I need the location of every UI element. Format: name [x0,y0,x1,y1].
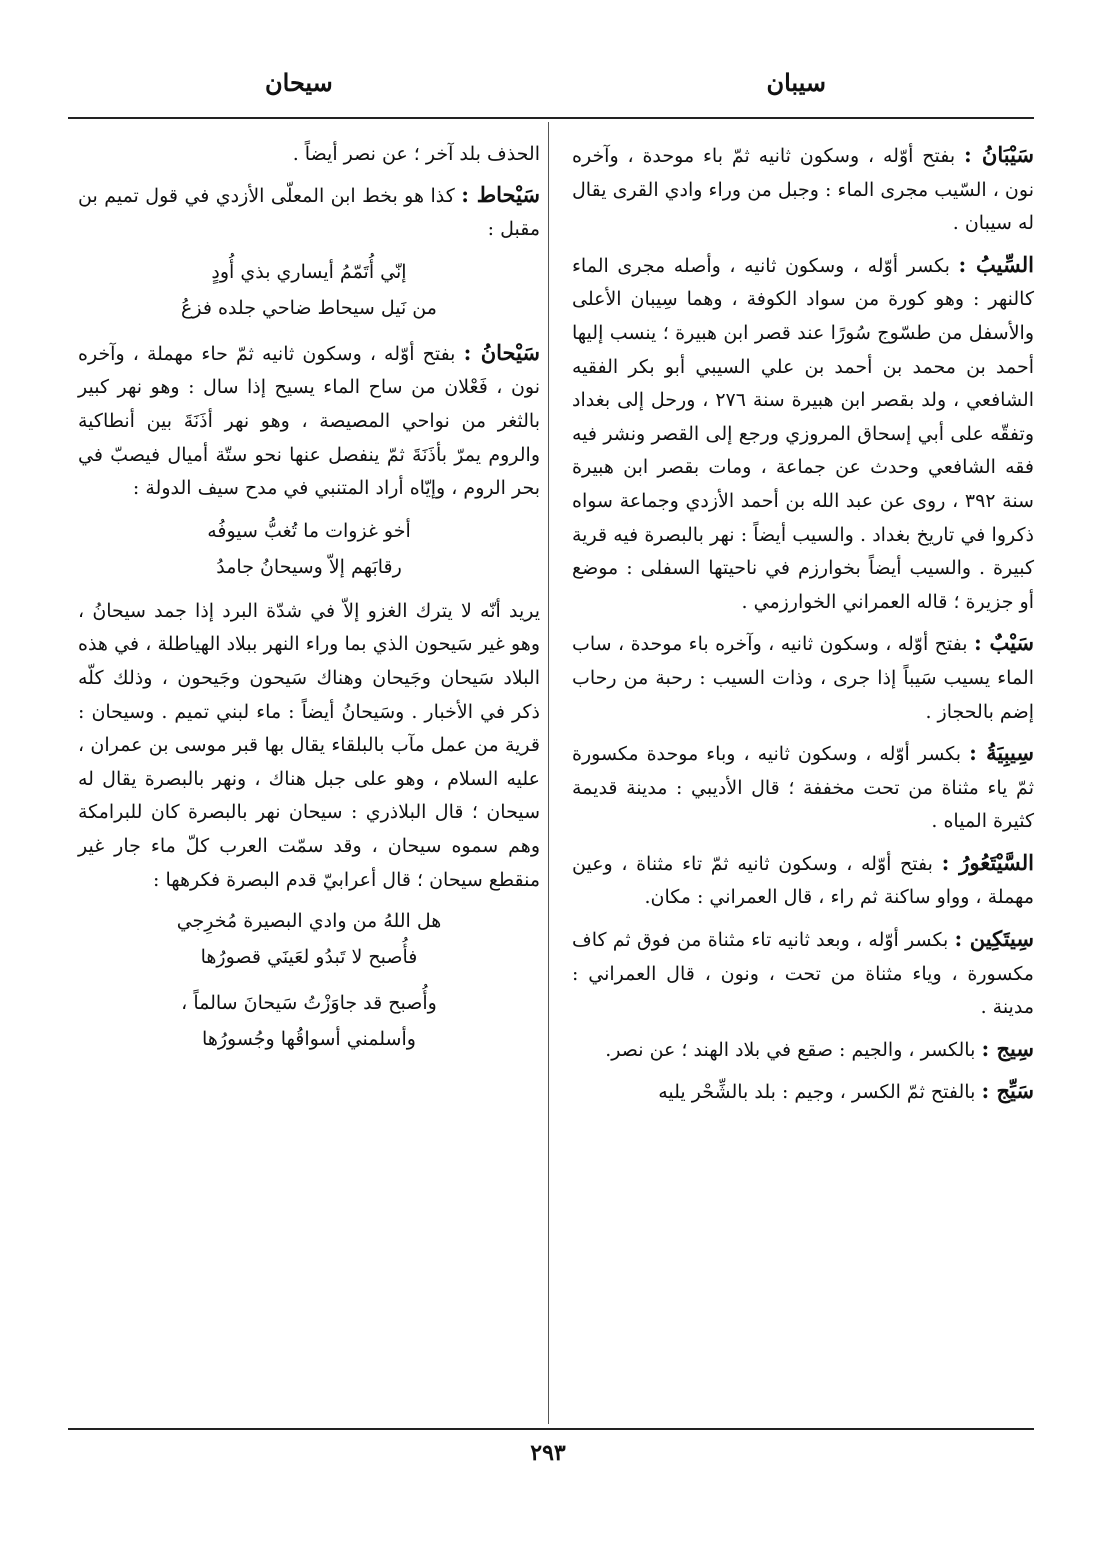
sayhan-explanation: يريد أنّه لا يترك الغزو إلاّ في شدّة البرد إذا جمد سيحانُ ، وهو غير سَيحون الذي بما وراء النهر ببلاد الهياطلة ، في هذه البلاد سَيحان وجَيحان وهناك سَيحون وجَيحون ، وذلك كلّه ذكر في الأخبار . وسَيحانُ أيضاً : ماء لبني تميم . وسيحان : قرية من عمل مآب بالبلقاء يقال بها قبر موسى بن عمران ، عليه السلام ، وهو على جبل هناك ، ونهر بالبصرة يقال له سيحان ؛ قال البلاذري : سيحان نهر بالبصرة كان للبرامكة وهم سموه سيحان ، وقد سمّت العرب كلّ ماء جار غير منقطع سيحان ؛ قال أعرابيّ قدم البصرة فكرهها : [78,599,540,891]
headword: سِيتَكِين : [954,926,1034,952]
top-rule [68,117,1034,119]
entry-text: بفتح أوّله ، وسكون ثانيه ثمّ حاء مهملة ، وآخره نون ، فَعْلان من ساح الماء يسيح إذا سال : وهو نهر كبير بالثغر من نواحي المصيصة ، وهو نهر أذَنَةَ بين أنطاكية والروم يمرّ بأذَنَةَ ثمّ ينفصل عنها نحو ستّة أميال فيصبّ في بحر الروم ، وإيّاه أراد المتنبي في مدح سيف الدولة : [78,342,540,500]
headword: سَيِّج : [981,1078,1034,1104]
headword: سِيج : [981,1035,1034,1061]
entry-text: بفتح أوّله ، وسكون ثانيه ، وآخره باء موحدة ، ساب الماء يسيب سَيباً إذا جرى ، وذات السيب : رحبة من رحاب إضم بالحجاز . [572,633,1035,723]
entry-text: بكسر أوّله ، وسكون ثانيه ، وأصله مجرى الماء كالنهر : وهو كورة من سواد الكوفة ، وهما سِيبان الأعلى والأسفل من طسّوج سُورًا عند قصر ابن هبيرة ؛ ينسب إليها أحمد بن محمد بن أحمد بن علي السيبي أبو بكر الفقيه الشافعي ، ولد بقصر ابن هبيرة سنة ٢٧٦ ، ورحل إلى بغداد وتفقّه على أبي إسحاق المروزي ورجع إلى القصر ونشر فيه فقه الشافعي وحدث عن جماعة ، ومات بقصر ابن هبيرة سنة ٣٩٢ ، روى عن عبد الله بن أحمد الأزدي وجماعة سواه ذكروا في تاريخ بغداد . والسيب أيضاً : نهر بالبصرة فيه قرية كبيرة . والسيب أيضاً بخوارزم في ناحيتها السفلى : موضع أو جزيرة ؛ قاله العمراني الخوارزمي . [572,254,1034,613]
running-head-left: سيحان [265,68,333,97]
verse-tamim [78,254,540,326]
entry-text: بكسر أوّله ، وسكون ثانيه ، وباء موحدة مكسورة ثمّ ياء مثناة من تحت مخففة ؛ قال الأديبي : مدينة قديمة كثيرة المياه . [572,743,1034,833]
entry-text: بكسر أوّله ، وبعد ثانيه تاء مثناة من فوق ثم كاف مكسورة ، وياء مثناة من تحت ، ونون ، قال العمراني : مدينة . [572,929,1034,1019]
headword: سَيْحاط : [461,181,540,207]
headword: سَيْحانُ : [463,339,540,365]
right-column [572,138,1034,1117]
verse-mutanabbi [78,513,540,585]
headword: السَّيْتَعُورُ : [941,849,1034,875]
entry-text: بالكسر ، والجيم : صقع في بلاد الهند ؛ عن نصر. [605,1038,976,1061]
headword: السِّيبُ : [958,251,1034,277]
entry-sayyij [572,1074,1034,1110]
entry-sitakin [572,922,1034,1025]
entry-sayb [572,626,1034,729]
headword: سَيْبٌ : [974,630,1035,656]
bottom-rule [68,1428,1034,1430]
entry-sibiya [572,736,1034,839]
entry-sayban [572,138,1034,241]
entry-al-sib [572,248,1034,620]
verse-arabi-2 [78,985,540,1057]
headword: سِيبِيَةُ : [969,740,1034,766]
verse-line: رقابَهم إلاّ وسيحانُ جامدُ [216,555,402,578]
verse-line: من نَيل سيحاط ضاحي جلده فزعُ [181,296,437,319]
running-head-right: سيبان [766,68,826,97]
page-number: ٢٩٣ [530,1440,566,1466]
verse-line: وأسلمني أسواقُها وجُسورُها [202,1028,416,1051]
verse-arabi-1 [78,903,540,975]
verse-line: فأُصبح لا تَبدُو لعَينَي قصورُها [200,946,418,969]
entry-sayhan [78,336,540,506]
entry-text: بالفتح ثمّ الكسر ، وجيم : بلد بالشِّحْر يليه [658,1081,976,1104]
entry-sayhat [78,178,540,247]
entry-sij [572,1032,1034,1068]
verse-line: هل اللهُ من وادي البصيرة مُخرِجي [176,910,442,933]
entry-text: كذا هو بخط ابن المعلّى الأزدي في قول تميم بن مقبل : [78,184,540,241]
verse-line: وأُصبح قد جاوَزْتُ سَيحانَ سالماً ، [181,992,437,1015]
continuation-text: الحذف بلد آخر ؛ عن نصر أيضاً . [292,143,540,165]
verse-line: إنّي أُتَمّمُ أيساري بذي أُودٍ [211,260,407,283]
entry-al-saytaur [572,846,1034,915]
left-column [78,138,540,1067]
verse-line: أخو غزوات ما تُغبُّ سيوفُه [207,519,411,542]
headword: سَيْبَانُ : [964,142,1034,167]
column-divider [548,122,549,1424]
entry-text: بفتح أوّله ، وسكون ثانيه ثمّ تاء مثناة ، وعين مهملة ، وواو ساكنة ثم راء ، قال العمراني : مكان. [572,852,1034,909]
entry-text: بفتح أوّله ، وسكون ثانيه ثمّ باء موحدة ، وآخره نون ، السّيب مجرى الماء : وجبل من وراء وادي القرى يقال له سيبان . [572,145,1034,235]
